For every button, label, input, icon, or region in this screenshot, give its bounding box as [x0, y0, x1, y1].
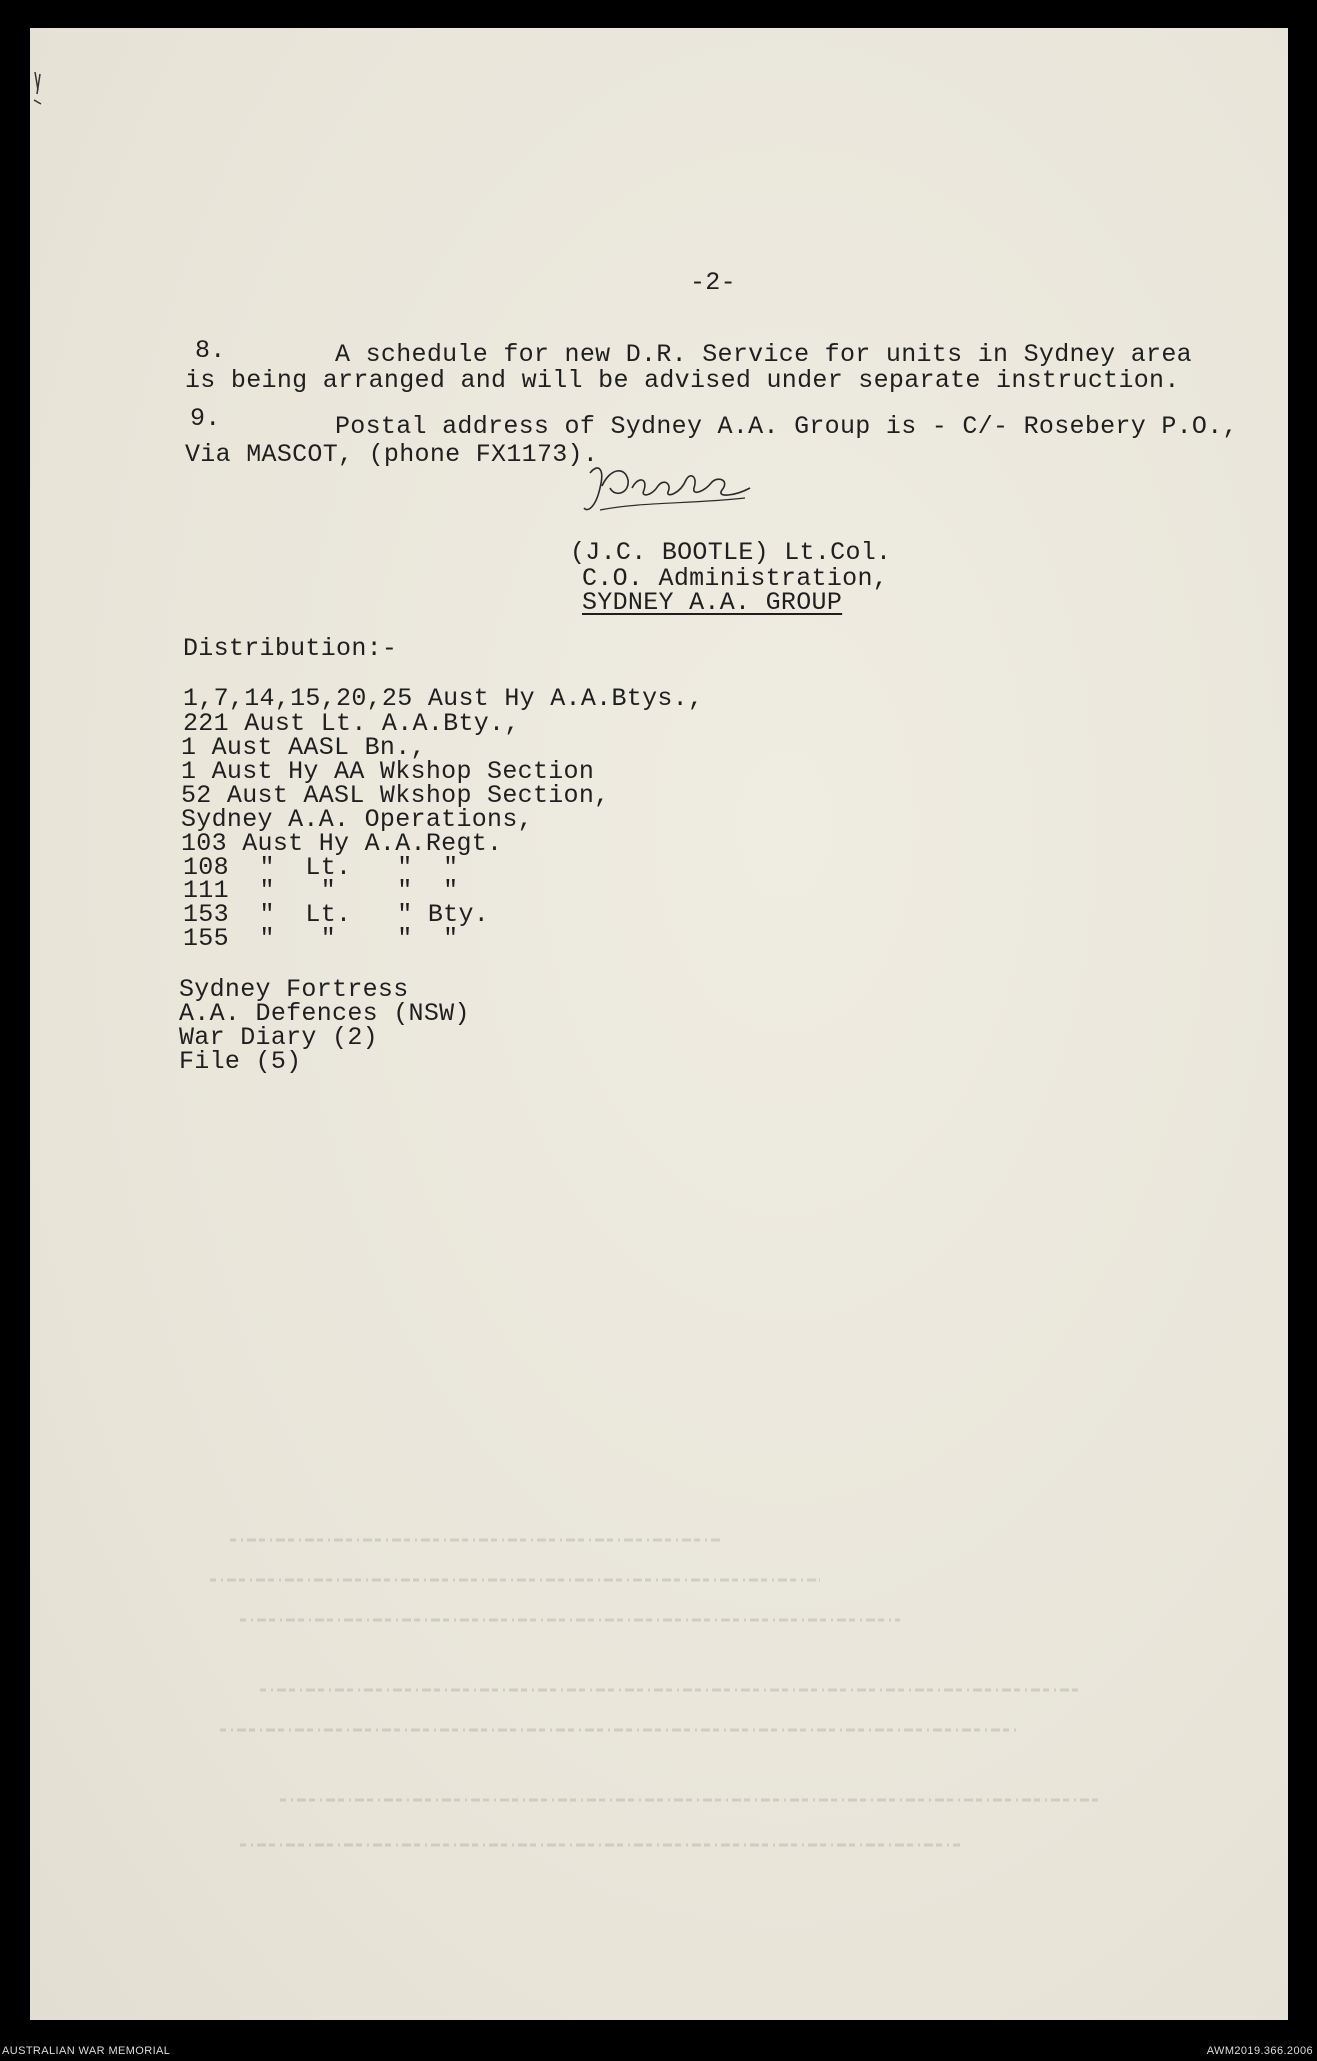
distribution-item: 108 " Lt. " " [183, 853, 459, 882]
distribution-item: 103 Aust Hy A.A.Regt. [181, 829, 503, 858]
page-number: -2- [690, 268, 736, 297]
distribution-heading: Distribution:- [183, 634, 398, 663]
paragraph-8-line-1: A schedule for new D.R. Service for units in Sydney area [335, 340, 1192, 369]
handwritten-signature [580, 458, 760, 528]
signatory-unit: SYDNEY A.A. GROUP [582, 588, 843, 617]
paragraph-8-number: 8. [195, 336, 226, 365]
distribution-item: Sydney A.A. Operations, [181, 805, 533, 834]
archive-credit: AUSTRALIAN WAR MEMORIAL [2, 2045, 171, 2057]
distribution-item: 1 Aust Hy AA Wkshop Section [181, 757, 595, 786]
distribution-item: 155 " " " " [183, 924, 459, 953]
distribution-item: 1 Aust AASL Bn., [181, 733, 426, 762]
signatory-name: (J.C. BOOTLE) Lt.Col. [570, 538, 892, 567]
distribution-item: File (5) [179, 1047, 302, 1076]
signatory-title: C.O. Administration, [582, 564, 889, 593]
distribution-item: War Diary (2) [179, 1023, 378, 1052]
paragraph-9-line-1: Postal address of Sydney A.A. Group is - C/- Rosebery P.O., [335, 412, 1238, 441]
paragraph-8-line-2: is being arranged and will be advised under separate instruction. [185, 366, 1180, 395]
distribution-item: 153 " Lt. " Bty. [183, 900, 490, 929]
distribution-item: 111 " " " " [183, 876, 459, 905]
archive-reference: AWM2019.366.2006 [1206, 2045, 1313, 2057]
show-through-texture [200, 1500, 1150, 1880]
margin-pencil-mark [32, 70, 44, 130]
distribution-item: A.A. Defences (NSW) [179, 999, 470, 1028]
distribution-item: 221 Aust Lt. A.A.Bty., [183, 709, 520, 738]
distribution-item: 52 Aust AASL Wkshop Section, [181, 781, 610, 810]
distribution-item: Sydney Fortress [179, 975, 409, 1004]
paragraph-9-line-2: Via MASCOT, (phone FX1173). [185, 440, 599, 469]
paragraph-9-number: 9. [190, 404, 221, 433]
distribution-item: 1,7,14,15,20,25 Aust Hy A.A.Btys., [183, 684, 704, 713]
